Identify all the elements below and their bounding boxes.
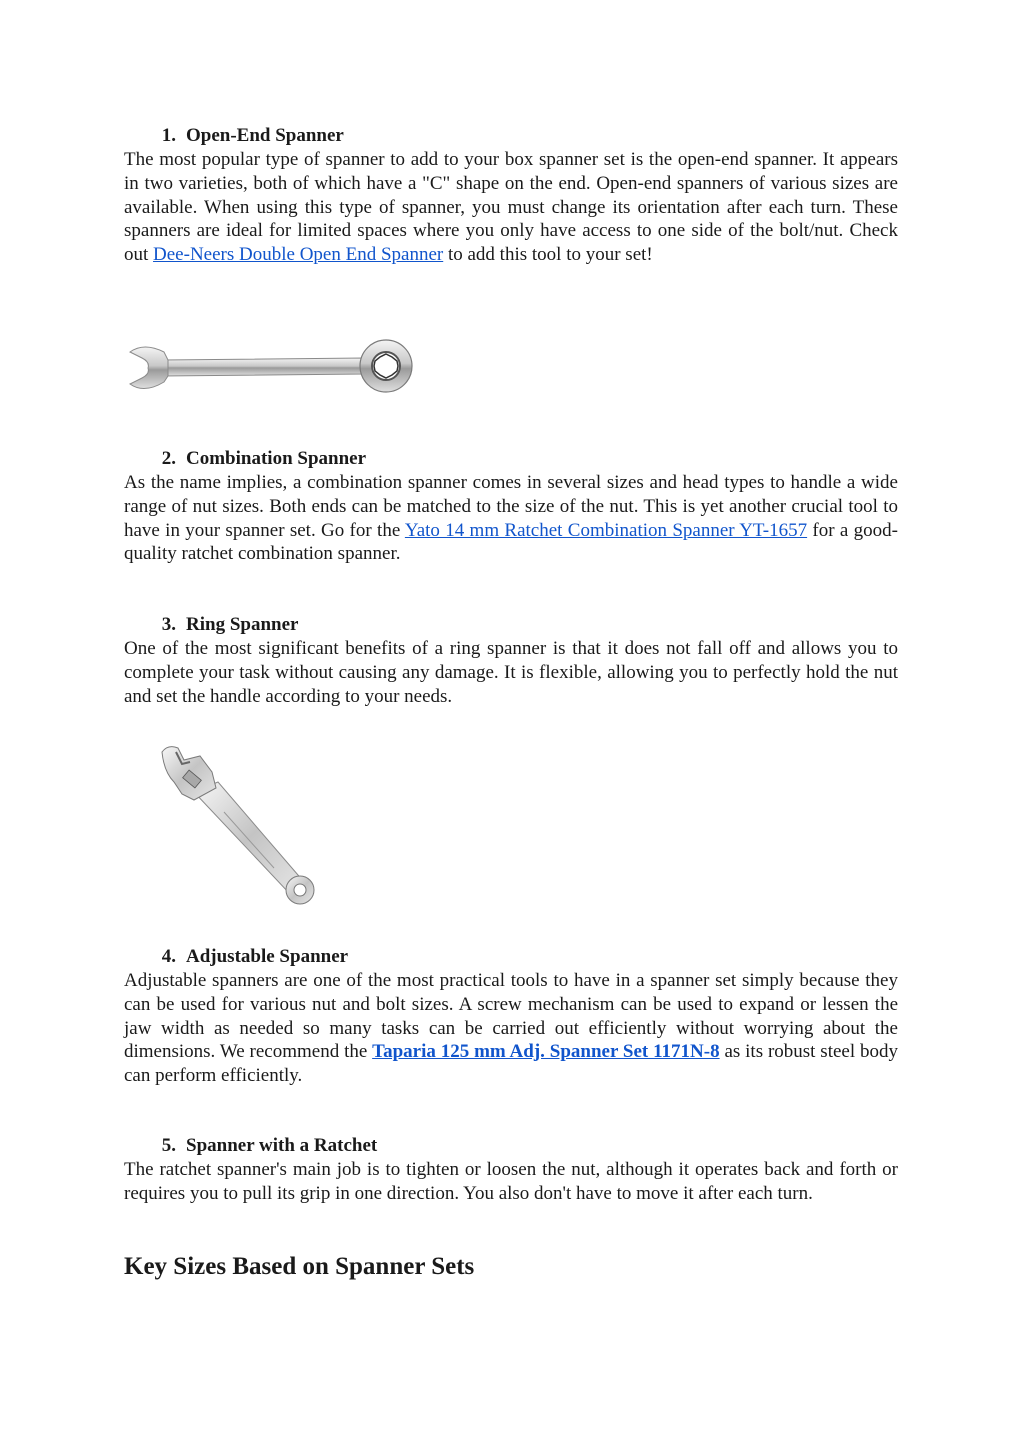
section-open-end-spanner [124,124,898,267]
subheading-section [124,1252,898,1282]
paragraph-text: as its robust steel body can perform efficiently. [124,1041,898,1087]
paragraph-text: The most popular type of spanner to add to your box spanner set is the open-end spanner. It appears in two varieties, both of which have a "C" shape on the end. Open-end spanners of various sizes are available. When using this type of spanner, you must change its orientation after each turn. These spanners are ideal for limited spaces where you only have access to one side of the bolt/nut. Check out [124,149,898,266]
section-ratchet-spanner [124,1134,898,1206]
section-paragraph [124,148,898,267]
section-title: Adjustable Spanner [186,946,349,967]
product-link[interactable]: Yato 14 mm Ratchet Combination Spanner YT-1657 [404,519,808,541]
section-ring-spanner [124,613,898,708]
adjustable-spanner-icon [154,742,344,908]
combination-spanner-icon [124,338,420,398]
section-title: Ring Spanner [186,614,299,635]
paragraph-text: for a good-quality ratchet combination spanner. [124,519,898,565]
paragraph-text: Adjustable spanners are one of the most practical tools to have in a spanner set simply because they can be used for various nut and bolt sizes. A screw mechanism can be used to expand or lessen the jaw width as needed so many tasks can be carried out efficiently without worrying about the dimensions. We recommend the [124,970,898,1063]
list-number: 4. [161,946,176,967]
section-paragraph [124,969,898,1088]
section-combination-spanner [124,447,898,566]
paragraph-text: to add this tool to your set! [443,244,653,266]
product-link[interactable]: Taparia 125 mm Adj. Spanner Set 1171N-8 [372,1041,720,1063]
section-heading [124,447,898,471]
section-paragraph [124,471,898,566]
list-number: 1. [161,125,176,146]
section-heading [124,1134,898,1158]
adjustable-spanner-image [154,742,344,908]
section-title: Spanner with a Ratchet [186,1135,378,1156]
section-adjustable-spanner [124,945,898,1088]
list-number: 3. [161,614,176,635]
subheading: Key Sizes Based on Spanner Sets [124,1253,475,1280]
section-heading [124,945,898,969]
section-title: Combination Spanner [186,448,367,469]
list-number: 5. [161,1135,176,1156]
paragraph-text: As the name implies, a combination spanner comes in several sizes and head types to handle a wide range of nut sizes. Both ends can be matched to the size of the nut. This is yet another crucial tool to have in your spanner set. Go for the [124,472,898,541]
product-link[interactable]: Dee-Neers Double Open End Spanner [153,244,444,266]
section-heading [124,613,898,637]
list-number: 2. [161,448,176,469]
section-paragraph: The ratchet spanner's main job is to tighten or loosen the nut, although it operates back and forth or requires you to pull its grip in one direction. You also don't have to move it after each turn. [124,1159,898,1204]
section-title: Open-End Spanner [186,125,344,146]
section-heading [124,124,898,148]
section-paragraph: One of the most significant benefits of a ring spanner is that it does not fall off and allows you to complete your task without causing any damage. It is flexible, allowing you to perfectly hold the nut and set the handle according to your needs. [124,638,898,707]
combination-spanner-image [124,338,420,398]
